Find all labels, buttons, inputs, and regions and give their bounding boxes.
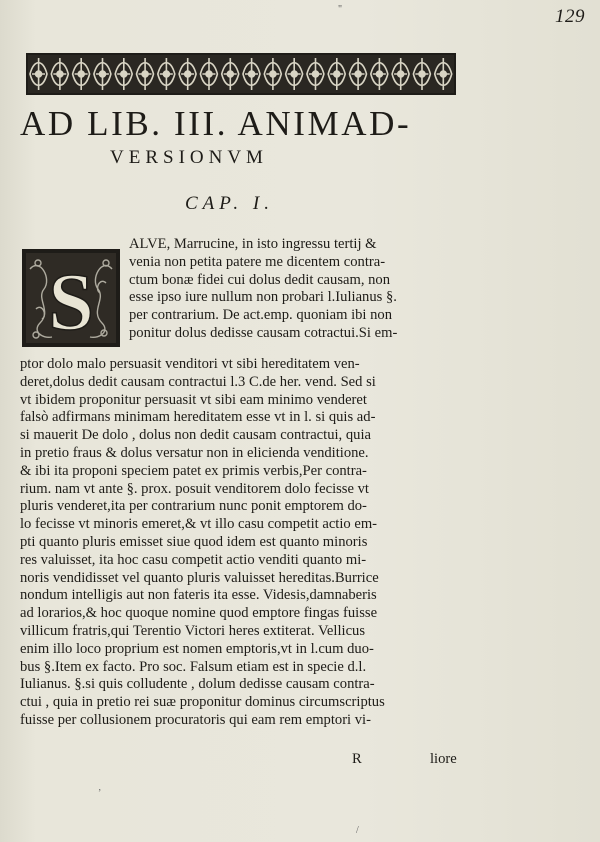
text-line: villicum fratris,qui Terentio Victori heres extiterat. Vellicus bbox=[20, 622, 366, 639]
catchword: liore bbox=[430, 751, 457, 767]
text-line: ctum bonæ fidei cui dolus dedit causam, non bbox=[129, 271, 391, 288]
ornamental-headpiece bbox=[26, 53, 456, 95]
text-line: ponitur dolus dedisse causam cotractui.Si em- bbox=[129, 324, 398, 341]
text-line: rium. nam vt ante §. prox. posuit venditorem dolo fecisse vt bbox=[20, 480, 369, 497]
text-line: deret,dolus dedit causam contractui l.3 C.de her. vend. Sed si bbox=[20, 373, 376, 390]
text-line: bus §.Item ex facto. Pro soc. Falsum etiam est in specie d.l. bbox=[20, 658, 367, 675]
text-line: si mauerit De dolo , dolus non dedit causam contractui, quia bbox=[20, 427, 371, 444]
text-line: pluris venderet,ita per contrarium nunc ponit emptorem do- bbox=[20, 498, 367, 515]
initial-letter: S bbox=[48, 256, 94, 347]
text-line: vt ibidem proponitur persuasit vt sibi eam minimo venderet bbox=[20, 391, 367, 408]
body-text bbox=[20, 356, 560, 730]
text-line: Iulianus. §.si quis colludente , dolum dedisse causam contra- bbox=[20, 676, 375, 693]
text-line: pti quanto pluris emisset siue quod idem est quanto minoris bbox=[20, 533, 368, 550]
text-line: res valuisset, ita hoc casu competit actio venditi quanto mi- bbox=[20, 551, 367, 568]
text-line: in pretio fraus & dolus versatur non in elicienda venditione. bbox=[20, 444, 369, 461]
chapter-heading: CAP. I. bbox=[185, 193, 275, 214]
text-line: nondum intelligis aut non fateris ita esse. Videsis,damnaberis bbox=[20, 587, 377, 604]
text-line: per contrarium. De act.emp. quoniam ibi non bbox=[129, 307, 393, 324]
page-number: 129 bbox=[555, 6, 585, 27]
text-line: esse ipso iure nullum non probari l.Iulianus §. bbox=[129, 289, 397, 306]
text-line: venia non petita patere me dicentem contra- bbox=[129, 253, 386, 270]
text-line: noris vendidisset vel quanto pluris valuisset hereditas.Burrice bbox=[20, 569, 379, 586]
indented-paragraph bbox=[129, 236, 559, 343]
text-line: ptor dolo malo persuasit venditori vt sibi hereditatem ven- bbox=[20, 356, 360, 372]
text-line: ad lorarios,& hoc quoque nomine quod emptore fingas fuisse bbox=[20, 605, 378, 622]
text-line: lo fecisse vt minoris emeret,& vt illo casu competit actio em- bbox=[20, 516, 378, 533]
text-line: falsò adfirmans minimam hereditatem esse vt in l. si quis ad- bbox=[20, 409, 376, 426]
catchword-signature: R bbox=[352, 751, 362, 767]
top-mark: " bbox=[338, 4, 343, 15]
page-subtitle: VERSIONVM bbox=[110, 147, 268, 168]
text-line: ALVE, Marrucine, in isto ingressu tertij & bbox=[129, 236, 377, 252]
text-line: ctui , quia in pretio rei suæ proponitur dominus circumscriptus bbox=[20, 694, 385, 711]
text-line: & ibi ita proponi speciem patet ex primis verbis,Per contra- bbox=[20, 462, 367, 479]
stray-mark: / bbox=[356, 825, 359, 836]
stray-mark: ʼ bbox=[98, 788, 102, 799]
page-title: AD LIB. III. ANIMAD- bbox=[20, 104, 412, 143]
text-line: enim illo loco proprium est nomen emptoris,vt in l.cum duo- bbox=[20, 640, 374, 657]
text-line: fuisse per collusionem procuratoris qui eam rem emptori vi- bbox=[20, 711, 371, 728]
decorated-initial bbox=[22, 249, 120, 347]
